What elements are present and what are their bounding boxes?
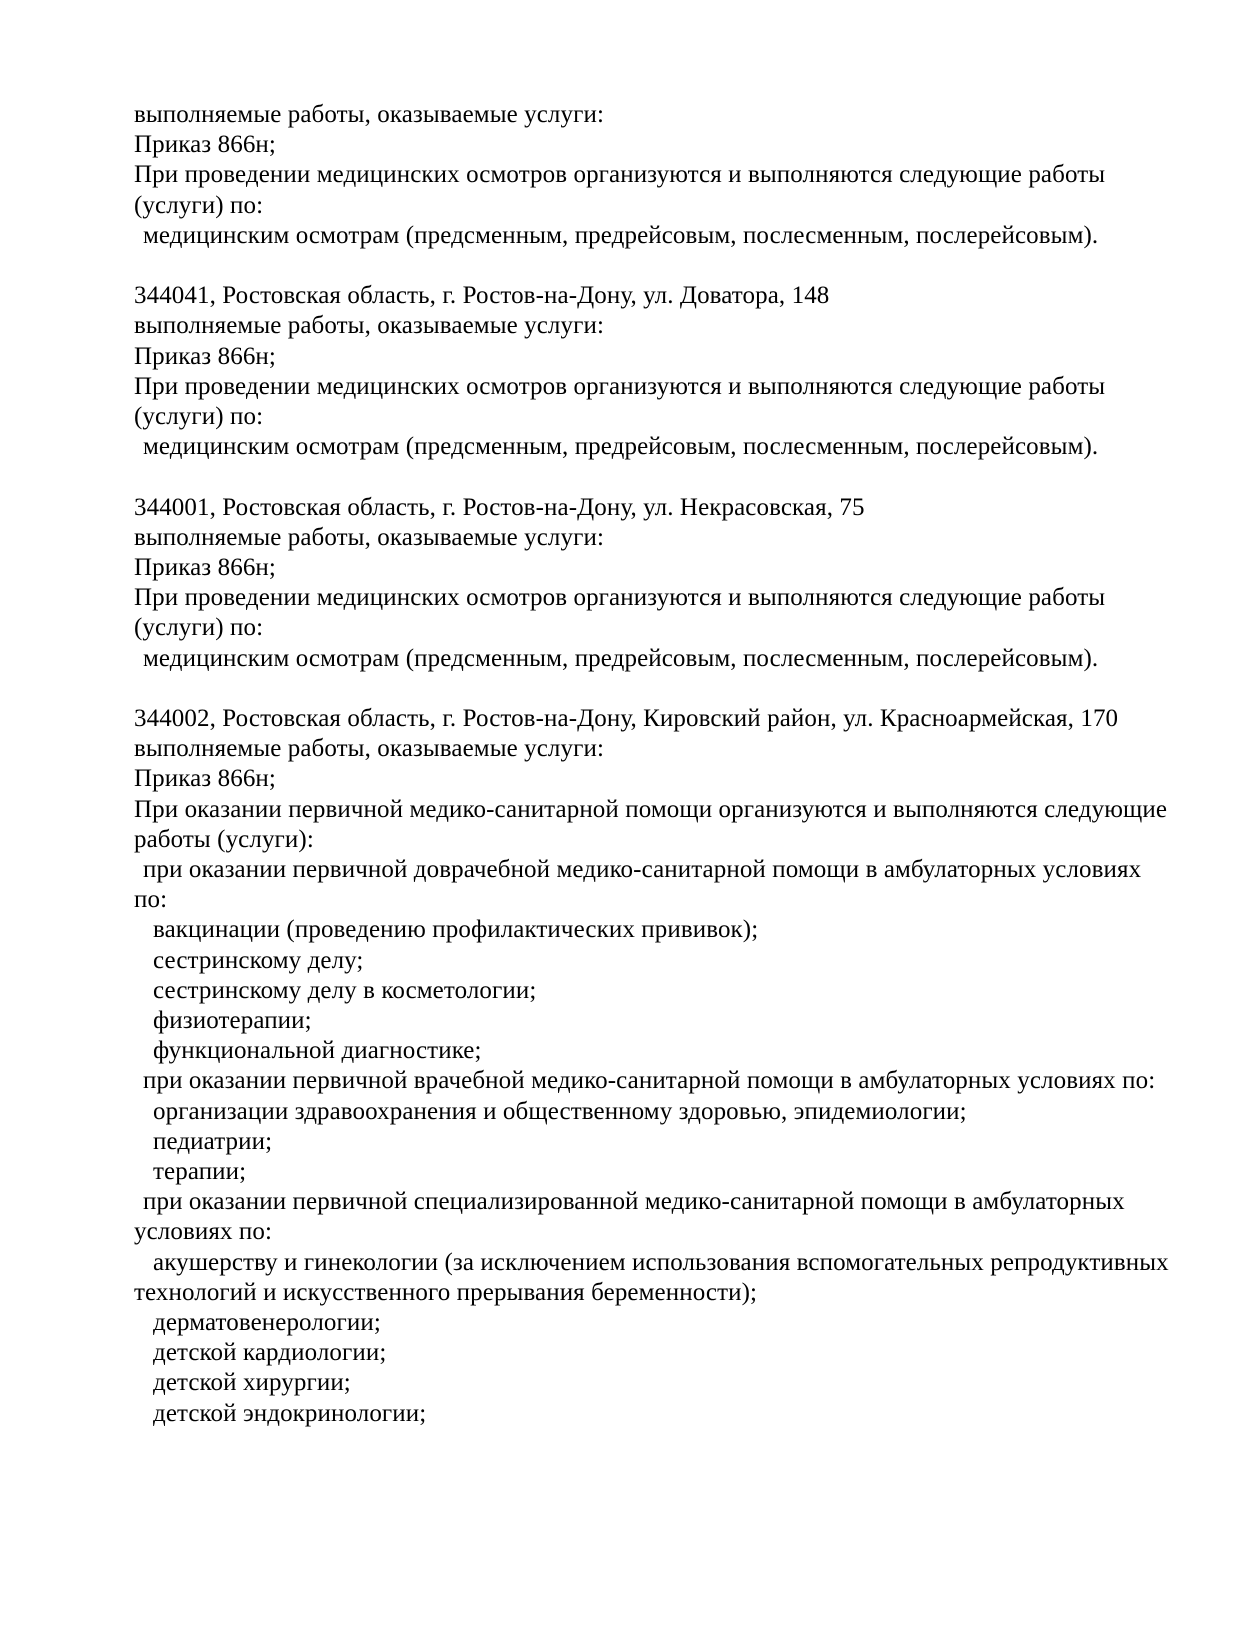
text-line: функциональной диагностике; <box>153 1037 482 1065</box>
text-line: сестринскому делу; <box>153 946 364 974</box>
text-line: детской эндокринологии; <box>153 1399 427 1427</box>
text-line: терапии; <box>153 1158 247 1186</box>
text-line: (услуги) по: <box>134 403 264 431</box>
text-line: выполняемые работы, оказываемые услуги: <box>134 101 604 128</box>
license-section <box>134 704 1170 1429</box>
text-line: медицинским осмотрам (предсменным, предрейсовым, послесменным, послерейсовым). <box>143 433 1099 461</box>
text-line: (услуги) по: <box>134 191 264 219</box>
text-line: (услуги) по: <box>134 614 264 642</box>
address-line: 344001, Ростовская область, г. Ростов-на-Дону, ул. Некрасовская, 75 <box>134 493 865 521</box>
text-line: выполняемые работы, оказываемые услуги: <box>134 523 604 551</box>
text-line: дерматовенерологии; <box>153 1309 381 1337</box>
address-line: 344041, Ростовская область, г. Ростов-на-Дону, ул. Доватора, 148 <box>134 282 830 310</box>
text-line: вакцинации (проведению профилактических прививок); <box>153 916 759 944</box>
text-line: При оказании первичной медико-санитарной помощи организуются и выполняются следующие <box>134 795 1168 823</box>
text-line: медицинским осмотрам (предсменным, предрейсовым, послесменным, послерейсовым). <box>143 644 1099 672</box>
text-line: работы (услуги): <box>134 825 314 853</box>
text-line: Приказ 866н; <box>134 342 276 370</box>
text-line: акушерству и гинекологии (за исключением использования вспомогательных репродуктивных <box>153 1248 1169 1276</box>
license-section <box>134 493 1170 674</box>
text-line: организации здравоохранения и общественному здоровью, эпидемиологии; <box>153 1097 967 1125</box>
text-line: При проведении медицинских осмотров организуются и выполняются следующие работы <box>134 161 1106 189</box>
text-line: при оказании первичной врачебной медико-санитарной помощи в амбулаторных условиях по: <box>143 1067 1156 1095</box>
text-line: выполняемые работы, оказываемые услуги: <box>134 735 604 763</box>
license-section <box>134 100 1170 251</box>
text-line: При проведении медицинских осмотров организуются и выполняются следующие работы <box>134 584 1106 612</box>
text-line: выполняемые работы, оказываемые услуги: <box>134 312 604 340</box>
text-line: педиатрии; <box>153 1127 273 1155</box>
text-line: сестринскому делу в косметологии; <box>153 976 537 1004</box>
text-line: Приказ 866н; <box>134 765 276 793</box>
text-line: детской кардиологии; <box>153 1339 387 1367</box>
license-section <box>134 281 1170 462</box>
text-line: при оказании первичной специализированной медико-санитарной помощи в амбулаторных <box>143 1188 1125 1216</box>
text-line: медицинским осмотрам (предсменным, предрейсовым, послесменным, послерейсовым). <box>143 221 1099 249</box>
text-line: при оказании первичной доврачебной медико-санитарной помощи в амбулаторных условиях <box>143 856 1142 884</box>
text-line: технологий и искусственного прерывания беременности); <box>134 1278 758 1306</box>
text-line: Приказ 866н; <box>134 131 276 159</box>
text-line: физиотерапии; <box>153 1007 312 1035</box>
text-line: детской хирургии; <box>153 1369 351 1397</box>
address-line: 344002, Ростовская область, г. Ростов-на-Дону, Кировский район, ул. Красноармейская, 170 <box>134 705 1119 733</box>
text-line: Приказ 866н; <box>134 554 276 582</box>
text-line: При проведении медицинских осмотров организуются и выполняются следующие работы <box>134 372 1106 400</box>
text-line: условиях по: <box>134 1218 273 1246</box>
text-line: по: <box>134 886 168 914</box>
